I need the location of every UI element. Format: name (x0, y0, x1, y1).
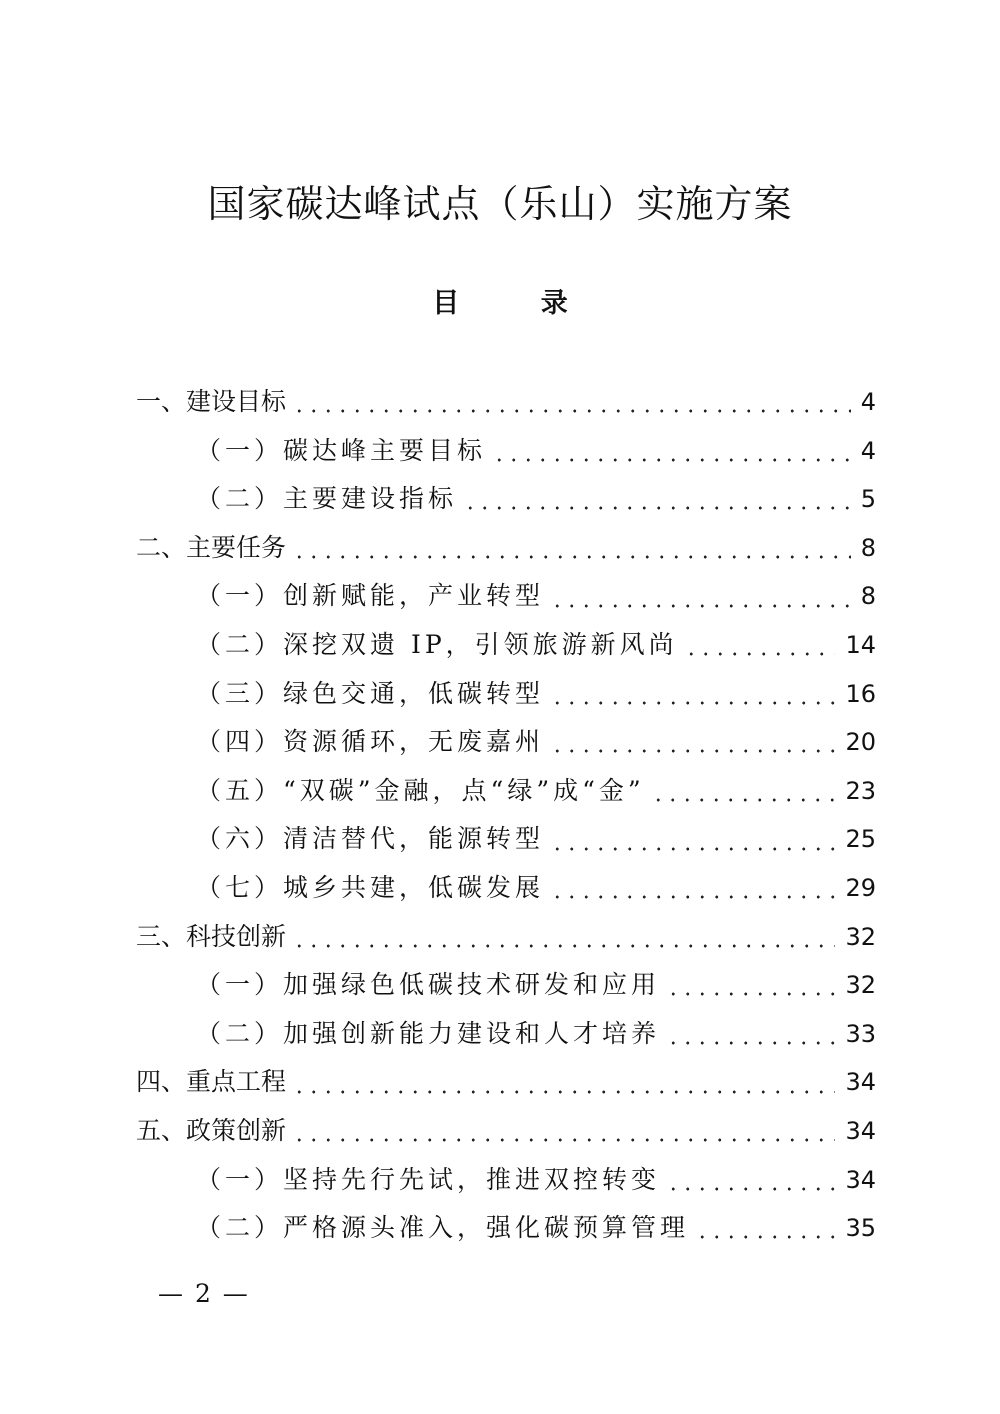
document-title: 国家碳达峰试点（乐山）实施方案 (207, 182, 793, 226)
toc-leader-dots (292, 1090, 835, 1094)
toc-page-number: 4 (860, 388, 876, 416)
toc-entry[interactable] (136, 670, 876, 719)
toc-entry[interactable] (136, 1010, 876, 1059)
toc-entry[interactable] (136, 961, 876, 1010)
toc-entry[interactable] (136, 718, 876, 767)
toc-entry[interactable] (136, 524, 876, 573)
toc-entry-text: （一）坚持先行先试，推进双控转变 (196, 1164, 661, 1194)
toc-entry[interactable] (136, 1204, 876, 1253)
toc-entry-text: （三）绿色交通，低碳转型 (196, 678, 545, 708)
toc-entry[interactable] (136, 1156, 876, 1205)
toc-entry[interactable] (136, 427, 876, 476)
toc-entry[interactable] (136, 1107, 876, 1156)
toc-entry-text: （四）资源循环，无废嘉州 (196, 727, 545, 757)
toc-page-number: 25 (845, 825, 876, 854)
toc-page-number: 20 (845, 728, 876, 757)
toc-page-number: 29 (845, 873, 876, 902)
toc-page-number: 8 (860, 582, 876, 611)
toc-page-number: 23 (845, 776, 876, 805)
toc-page-number: 35 (845, 1214, 876, 1243)
toc-entry-text: 三、科技创新 (136, 921, 287, 951)
toc-entry-text: （二）深挖双遗 IP，引领旅游新风尚 (196, 629, 678, 659)
toc-leader-dots (666, 992, 835, 996)
toc-entry-text: 二、主要任务 (136, 532, 287, 562)
table-of-contents (136, 378, 876, 1253)
toc-entry[interactable] (136, 475, 876, 524)
toc-entry-text: （二）加强创新能力建设和人才培养 (196, 1018, 661, 1048)
toc-entry-text: 一、建设目标 (136, 387, 287, 416)
toc-page-number: 34 (845, 1068, 876, 1097)
toc-leader-dots (292, 1138, 835, 1142)
toc-entry[interactable] (136, 378, 876, 427)
toc-leader-dots (550, 604, 851, 608)
toc-entry[interactable] (136, 1058, 876, 1107)
toc-leader-dots (292, 409, 851, 413)
toc-entry-text: （一）创新赋能，产业转型 (196, 581, 545, 611)
page-number-footer: — 2 — (158, 1279, 250, 1308)
toc-leader-dots (492, 458, 851, 462)
toc-page-number: 14 (845, 630, 876, 659)
toc-leader-dots (666, 1187, 835, 1191)
toc-entry[interactable] (136, 913, 876, 962)
toc-leader-dots (651, 798, 836, 802)
toc-leader-dots (550, 701, 835, 705)
toc-entry-text: （一）加强绿色低碳技术研发和应用 (196, 970, 661, 1000)
toc-page-number: 34 (845, 1165, 876, 1194)
toc-entry[interactable] (136, 815, 876, 864)
toc-entry-text: （一）碳达峰主要目标 (196, 435, 487, 465)
toc-entry-text: 四、重点工程 (136, 1067, 287, 1097)
toc-leader-dots (550, 847, 835, 851)
toc-leader-dots (550, 749, 835, 753)
toc-entry[interactable] (136, 864, 876, 913)
toc-page-number: 5 (860, 485, 876, 514)
toc-entry-text: （二）主要建设指标 (196, 484, 458, 514)
toc-leader-dots (550, 895, 835, 899)
toc-entry[interactable] (136, 767, 876, 816)
toc-page-number: 34 (845, 1116, 876, 1145)
toc-heading: 目 录 (432, 288, 604, 319)
toc-entry-text: （六）清洁替代，能源转型 (196, 824, 545, 854)
toc-page-number: 8 (860, 533, 876, 562)
toc-entry-text: （七）城乡共建，低碳发展 (196, 872, 545, 902)
toc-leader-dots (463, 506, 851, 510)
toc-leader-dots (695, 1235, 835, 1239)
toc-page-number: 32 (845, 922, 876, 951)
toc-page-number: 16 (845, 679, 876, 708)
toc-page-number: 4 (860, 436, 876, 465)
toc-entry-text: 五、政策创新 (136, 1115, 287, 1145)
toc-entry[interactable] (136, 621, 876, 670)
toc-page-number: 32 (845, 971, 876, 1000)
toc-entry-text: （二）严格源头准入，强化碳预算管理 (196, 1213, 690, 1243)
toc-leader-dots (292, 944, 835, 948)
toc-leader-dots (292, 555, 851, 559)
toc-leader-dots (684, 652, 836, 656)
toc-leader-dots (666, 1041, 835, 1045)
toc-entry-text: （五）“双碳”金融，点“绿”成“金” (196, 775, 645, 805)
toc-entry[interactable] (136, 572, 876, 621)
toc-page-number: 33 (845, 1019, 876, 1048)
